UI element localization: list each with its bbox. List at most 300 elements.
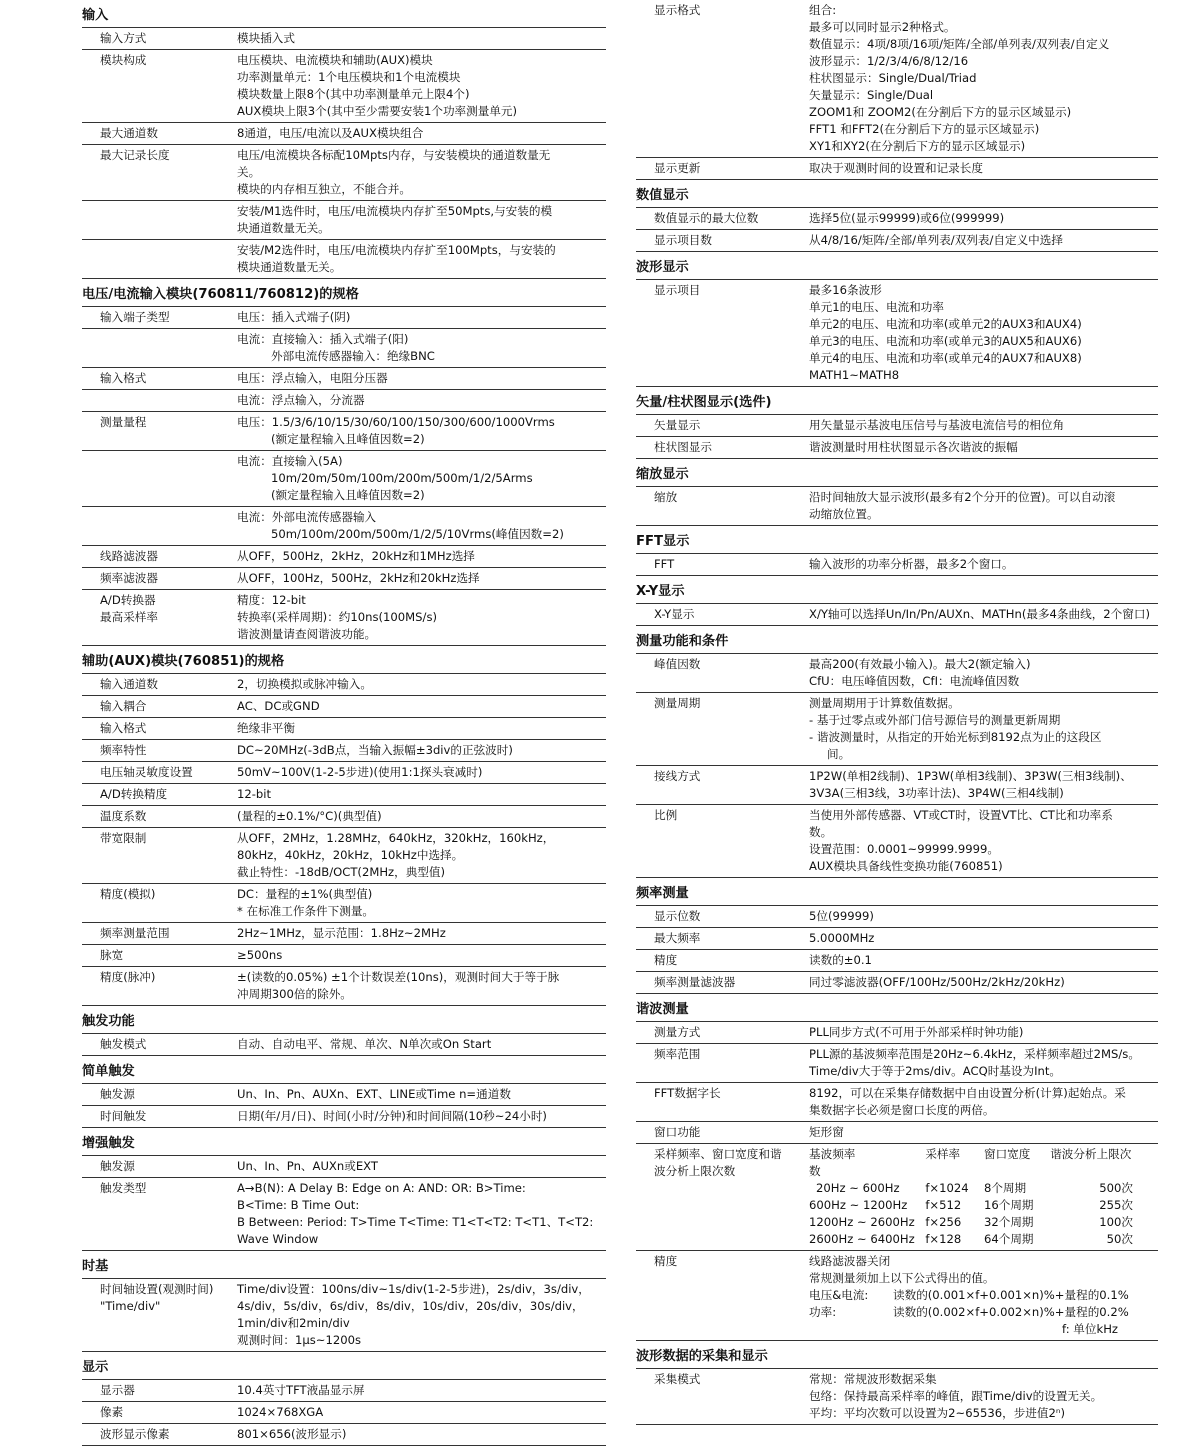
spec-value bbox=[237, 592, 606, 643]
spec-value bbox=[237, 1086, 606, 1103]
spec-value-line: 50m/100m/200m/500m/1/2/5/10Vrms(峰值因数=2) bbox=[271, 527, 564, 541]
spec-key bbox=[636, 1085, 809, 1119]
table-cell: 100次 bbox=[1099, 1215, 1133, 1229]
spec-key bbox=[636, 807, 809, 875]
spec-key bbox=[82, 886, 237, 920]
spec-key bbox=[636, 606, 809, 623]
spec-value-line: 电流：浮点输入，分流器 bbox=[237, 393, 365, 407]
spec-value bbox=[237, 1108, 606, 1125]
spec-row bbox=[82, 674, 606, 696]
table-cell: 500次 bbox=[1099, 1181, 1133, 1195]
spec-key-line: 时间轴设置(观测时间) bbox=[100, 1282, 214, 1296]
spec-value-line: 最多16条波形 bbox=[809, 283, 882, 297]
spec-row bbox=[636, 906, 1158, 928]
spec-key bbox=[82, 830, 237, 881]
spec-key-line: 柱状图显示 bbox=[654, 440, 712, 454]
spec-key-line: 频率测量范围 bbox=[100, 926, 170, 940]
spec-value-line: 精度：12-bit bbox=[237, 593, 306, 607]
spec-value bbox=[237, 370, 606, 387]
spec-row bbox=[636, 158, 1158, 180]
spec-key-line: 采集模式 bbox=[654, 1372, 701, 1386]
table-cell: 32个周期 bbox=[983, 1215, 1034, 1229]
table-cell: 255次 bbox=[1099, 1198, 1133, 1212]
spec-value bbox=[237, 808, 606, 825]
harmonic-table-header bbox=[809, 1146, 1158, 1163]
spec-row bbox=[636, 950, 1158, 972]
table-cell: 20Hz ~ 600Hz bbox=[816, 1181, 900, 1195]
spec-value bbox=[237, 453, 606, 504]
spec-row bbox=[636, 1044, 1158, 1083]
spec-value-line: - 基于过零点或外部门信号源信号的测量更新周期 bbox=[809, 713, 1061, 727]
spec-value bbox=[237, 242, 606, 276]
spec-key bbox=[82, 1382, 237, 1399]
spec-value-line: 数值显示：4项/8项/16项/矩阵/全部/单列表/双列表/自定义 bbox=[809, 37, 1110, 51]
spec-value-line: 最多可以同时显示2种格式。 bbox=[809, 20, 956, 34]
spec-key-line: 频率测量滤波器 bbox=[654, 975, 736, 989]
spec-row bbox=[82, 884, 606, 923]
spec-value-line: AUX模块上限3个(其中至少需要安装1个功率测量单元) bbox=[237, 104, 518, 118]
spec-key bbox=[82, 453, 237, 504]
table-cell: f×1024 bbox=[925, 1181, 969, 1195]
spec-key-line: 显示器 bbox=[100, 1383, 135, 1397]
spec-value-line: Un、In、Pn、AUXn或EXT bbox=[237, 1159, 378, 1173]
spec-value-line: PLL源的基波频率范围是20Hz~6.4kHz，采样频率超过2MS/s。 bbox=[809, 1047, 1140, 1061]
spec-value-line: 电压/电流模块各标配10Mpts内存，与安装模块的通道数量无 bbox=[237, 148, 551, 162]
spec-row bbox=[82, 828, 606, 884]
section-title: 时基 bbox=[82, 1251, 606, 1279]
spec-value bbox=[809, 439, 1158, 456]
spec-value-line: 5位(99999) bbox=[809, 909, 874, 923]
spec-value bbox=[809, 1253, 1158, 1338]
spec-value bbox=[237, 830, 606, 881]
spec-value-line: 选择5位(显示99999)或6位(999999) bbox=[809, 211, 1005, 225]
spec-key-line: 频率范围 bbox=[654, 1047, 701, 1061]
spec-value-line: Time/div设置：100ns/div~1s/div(1-2-5步进)，2s/div，3s/div， bbox=[237, 1282, 590, 1296]
section-title: 触发功能 bbox=[82, 1006, 606, 1034]
spec-key bbox=[82, 548, 237, 565]
spec-key-line: 输入方式 bbox=[100, 31, 147, 45]
table-cell: 64个周期 bbox=[983, 1232, 1034, 1246]
spec-value-line: 单元4的电压、电流和功率(或单元4的AUX7和AUX8) bbox=[809, 351, 1082, 365]
spec-key bbox=[82, 125, 237, 142]
spec-key-line: 精度 bbox=[654, 1254, 678, 1268]
spec-value-line: XY1和XY2(在分割后下方的显示区域显示) bbox=[809, 139, 1026, 153]
spec-value bbox=[237, 676, 606, 693]
spec-value-line: PLL同步方式(不可用于外部采样时钟功能) bbox=[809, 1025, 1024, 1039]
spec-key-line: 最大通道数 bbox=[100, 126, 158, 140]
spec-value-line: 从OFF，500Hz，2kHz，20kHz和1MHz选择 bbox=[237, 549, 475, 563]
spec-key-line: 像素 bbox=[100, 1405, 124, 1419]
spec-value-line: 柱状图显示：Single/Dual/Triad bbox=[809, 71, 977, 85]
spec-key-line: 时间触发 bbox=[100, 1109, 147, 1123]
section-title: 增强触发 bbox=[82, 1128, 606, 1156]
spec-key-line: 精度(模拟) bbox=[100, 887, 156, 901]
spec-key bbox=[636, 417, 809, 434]
table-empty-cell bbox=[925, 1163, 984, 1180]
spec-row bbox=[82, 806, 606, 828]
table-cell: 600Hz ~ 1200Hz bbox=[809, 1198, 908, 1212]
spec-value-line: 4s/div，5s/div，6s/div，8s/div，10s/div，20s/div，30s/div， bbox=[237, 1299, 584, 1313]
spec-value bbox=[237, 548, 606, 565]
spec-value-line: AUX模块具备线性变换功能(760851) bbox=[809, 859, 1003, 873]
spec-key bbox=[82, 947, 237, 964]
spec-key-line: "Time/div" bbox=[100, 1299, 161, 1313]
table-cell: 16个周期 bbox=[983, 1198, 1034, 1212]
table-header-cell: 窗口宽度 bbox=[983, 1147, 1031, 1161]
spec-value-line: 截止特性：-18dB/OCT(2MHz，典型值) bbox=[237, 865, 446, 879]
spec-value-line: (额定量程输入且峰值因数=2) bbox=[271, 488, 425, 502]
section-title: 输入 bbox=[82, 0, 606, 28]
spec-row bbox=[82, 145, 606, 201]
spec-value bbox=[809, 556, 1158, 573]
spec-key bbox=[82, 392, 237, 409]
formula-line bbox=[809, 1304, 1158, 1321]
spec-value-line: 同过零滤波器(OFF/100Hz/500Hz/2kHz/20kHz) bbox=[809, 975, 1065, 989]
spec-key bbox=[82, 764, 237, 781]
spec-key bbox=[82, 1281, 237, 1349]
spec-key bbox=[82, 570, 237, 587]
spec-value-line: 从4/8/16/矩阵/全部/单列表/双列表/自定义中选择 bbox=[809, 233, 1063, 247]
section-title: 数值显示 bbox=[636, 180, 1158, 208]
spec-row bbox=[636, 693, 1158, 766]
spec-key-line: 比例 bbox=[654, 808, 678, 822]
spec-key-line: 触发模式 bbox=[100, 1037, 147, 1051]
formula-line bbox=[809, 1287, 1158, 1304]
spec-key bbox=[82, 1108, 237, 1125]
spec-value bbox=[809, 489, 1158, 523]
spec-key-line: A/D转换器 bbox=[100, 593, 156, 607]
spec-key bbox=[82, 1086, 237, 1103]
spec-value-line: 集数据字长必须是窗口长度的两倍。 bbox=[809, 1103, 995, 1117]
spec-value-line: MATH1~MATH8 bbox=[809, 368, 900, 382]
table-empty-cell bbox=[984, 1163, 1050, 1180]
spec-row bbox=[82, 329, 606, 368]
spec-row bbox=[82, 784, 606, 806]
table-cell: 1200Hz ~ 2600Hz bbox=[809, 1215, 915, 1229]
spec-row bbox=[82, 923, 606, 945]
spec-value-line: 绝缘非平衡 bbox=[237, 721, 295, 735]
spec-value-line: 取决于观测时间的设置和记录长度 bbox=[809, 161, 983, 175]
spec-row bbox=[82, 945, 606, 967]
spec-row bbox=[82, 740, 606, 762]
section-title: 测量功能和条件 bbox=[636, 626, 1158, 654]
accuracy-row bbox=[636, 1251, 1158, 1341]
spec-value bbox=[237, 52, 606, 120]
spec-key bbox=[82, 147, 237, 198]
spec-value-line: 矢量显示：Single/Dual bbox=[809, 88, 934, 102]
spec-value-line: Time/div大于等于2ms/div。ACQ时基设为Int。 bbox=[809, 1064, 1061, 1078]
spec-key bbox=[636, 908, 809, 925]
spec-key-line: 触发类型 bbox=[100, 1181, 147, 1195]
spec-value bbox=[809, 952, 1158, 969]
table-header-cell: 谐波分析上限次 bbox=[1050, 1147, 1132, 1161]
spec-value bbox=[809, 656, 1158, 690]
spec-value-line: 1P2W(单相2线制)、1P3W(单相3线制)、3P3W(三相3线制)、 bbox=[809, 769, 1132, 783]
spec-value bbox=[809, 606, 1158, 623]
spec-row bbox=[636, 437, 1158, 459]
section-title: 电压/电流输入模块(760811/760812)的规格 bbox=[82, 279, 606, 307]
spec-value bbox=[237, 1158, 606, 1175]
spec-key-line: 峰值因数 bbox=[654, 657, 701, 671]
spec-value bbox=[809, 1371, 1158, 1422]
spec-value-line: 块通道数量无关。 bbox=[237, 221, 330, 235]
spec-value-line: 平均：平均次数可以设置为2~65536，步进值2ⁿ) bbox=[809, 1406, 1065, 1420]
section-title: X-Y显示 bbox=[636, 576, 1158, 604]
spec-row bbox=[82, 1424, 606, 1446]
spec-key bbox=[636, 160, 809, 177]
spec-row bbox=[82, 1034, 606, 1056]
left-column bbox=[82, 0, 606, 1446]
spec-value bbox=[809, 417, 1158, 434]
spec-value-line: ±(读数的0.05%) ±1个计数误差(10ns)，观测时间大于等于脉 bbox=[237, 970, 560, 984]
spec-key-line bbox=[100, 453, 237, 470]
formula-label: 电压&电流: bbox=[809, 1288, 869, 1302]
table-cell: f×512 bbox=[925, 1198, 962, 1212]
spec-value-line: 3V3A(三相3线，3功率计法)、3P4W(三相4线制) bbox=[809, 786, 1064, 800]
spec-key bbox=[82, 676, 237, 693]
spec-value-line: (额定量程输入且峰值因数=2) bbox=[271, 432, 425, 446]
spec-key bbox=[636, 232, 809, 249]
spec-key bbox=[82, 698, 237, 715]
spec-row bbox=[82, 590, 606, 646]
spec-key-line: 最大记录长度 bbox=[100, 148, 170, 162]
spec-key bbox=[82, 720, 237, 737]
spec-key-line: 频率特性 bbox=[100, 743, 147, 757]
spec-value-line: 观测时间：1μs~1200s bbox=[237, 1333, 362, 1347]
table-row bbox=[809, 1180, 1158, 1197]
spec-value-line: 常规：常规波形数据采集 bbox=[809, 1372, 937, 1386]
spec-key bbox=[636, 695, 809, 763]
spec-row bbox=[82, 568, 606, 590]
spec-key-line bbox=[100, 242, 237, 259]
spec-row bbox=[82, 696, 606, 718]
spec-key-line: 矢量显示 bbox=[654, 418, 701, 432]
spec-value bbox=[809, 930, 1158, 947]
spec-value-line: 组合: bbox=[809, 3, 837, 17]
spec-value-line: 电压：插入式端子(阴) bbox=[237, 310, 351, 324]
spec-value-line: 电压：1.5/3/6/10/15/30/60/100/150/300/600/1000Vrms bbox=[237, 415, 555, 429]
spec-value-line: 1024×768XGA bbox=[237, 1405, 324, 1419]
spec-key bbox=[82, 331, 237, 365]
spec-key-line: 显示位数 bbox=[654, 909, 701, 923]
spec-row bbox=[82, 546, 606, 568]
spec-value-line: 电压模块、电流模块和辅助(AUX)模块 bbox=[237, 53, 433, 67]
spec-key-line: 最大频率 bbox=[654, 931, 701, 945]
table-row bbox=[809, 1214, 1158, 1231]
spec-row bbox=[636, 805, 1158, 878]
spec-value bbox=[237, 147, 606, 198]
spec-key-line: 测量周期 bbox=[654, 696, 701, 710]
spec-value bbox=[237, 786, 606, 803]
spec-key-line: 精度 bbox=[654, 953, 678, 967]
spec-row bbox=[82, 507, 606, 546]
table-cell: 50次 bbox=[1106, 1232, 1133, 1246]
spec-value-line: 单元2的电压、电流和功率(或单元2的AUX3和AUX4) bbox=[809, 317, 1082, 331]
table-cell: 2600Hz ~ 6400Hz bbox=[809, 1232, 915, 1246]
spec-value-line: 从OFF，2MHz，1.28MHz，640kHz，320kHz，160kHz， bbox=[237, 831, 555, 845]
spec-key bbox=[82, 203, 237, 237]
section-title: 缩放显示 bbox=[636, 459, 1158, 487]
spec-value-line: 功率测量单元：1个电压模块和1个电流模块 bbox=[237, 70, 461, 84]
spec-key bbox=[82, 592, 237, 643]
spec-key-line: 显示项目数 bbox=[654, 233, 712, 247]
spec-value-line: 8192，可以在采集存储数据中自由设置分析(计算)起始点。采 bbox=[809, 1086, 1126, 1100]
spec-value-line: 日期(年/月/日)、时间(小时/分钟)和时间间隔(10秒~24小时) bbox=[237, 1109, 547, 1123]
spec-value bbox=[237, 947, 606, 964]
spec-key-line: 电压轴灵敏度设置 bbox=[100, 765, 193, 779]
spec-value-line: 10m/20m/50m/100m/200m/500m/1/2/5Arms bbox=[271, 471, 533, 485]
spec-value-line: B<Time: B Time Out: bbox=[237, 1198, 360, 1212]
spec-value bbox=[237, 1404, 606, 1421]
spec-key bbox=[82, 242, 237, 276]
spec-key-line: 波形显示像素 bbox=[100, 1427, 170, 1441]
spec-value-line: 模块插入式 bbox=[237, 31, 295, 45]
spec-value-line: 从OFF，100Hz，500Hz，2kHz和20kHz选择 bbox=[237, 571, 480, 585]
spec-key-line: 输入端子类型 bbox=[100, 310, 170, 324]
spec-value-line: 沿时间轴放大显示波形(最多有2个分开的位置)。可以自动滚 bbox=[809, 490, 1116, 504]
spec-value-line: 矩形窗 bbox=[809, 1125, 844, 1139]
section-title: 矢量/柱状图显示(选件) bbox=[636, 387, 1158, 415]
table-cell: 8个周期 bbox=[983, 1181, 1027, 1195]
spec-value bbox=[809, 974, 1158, 991]
spec-key-line: 最高采样率 bbox=[100, 610, 158, 624]
spec-value bbox=[237, 30, 606, 47]
spec-key-line: 接线方式 bbox=[654, 769, 701, 783]
spec-value bbox=[809, 1046, 1158, 1080]
spec-key bbox=[82, 1180, 237, 1248]
spec-value-line: AC、DC或GND bbox=[237, 699, 320, 713]
spec-value-line: 电压：浮点输入，电阻分压器 bbox=[237, 371, 388, 385]
table-row bbox=[809, 1231, 1158, 1248]
spec-value-line: 输入波形的功率分析器，最多2个窗口。 bbox=[809, 557, 1014, 571]
table-header-cell: 采样率 bbox=[925, 1147, 961, 1161]
spec-value-line: 5.0000MHz bbox=[809, 931, 875, 945]
spec-value-line: 波形显示：1/2/3/4/6/8/12/16 bbox=[809, 54, 969, 68]
spec-key bbox=[82, 925, 237, 942]
spec-row bbox=[82, 1106, 606, 1128]
spec-row bbox=[636, 0, 1158, 158]
spec-row bbox=[82, 368, 606, 390]
spec-value bbox=[809, 695, 1158, 763]
spec-key bbox=[636, 1124, 809, 1141]
spec-value-line: 测量周期用于计算数值数据。 bbox=[809, 696, 960, 710]
spec-key bbox=[636, 1146, 809, 1248]
spec-key bbox=[636, 1253, 809, 1338]
spec-value-line: 谐波测量请查阅谐波功能。 bbox=[237, 627, 377, 641]
spec-key-line bbox=[100, 392, 237, 409]
spec-key bbox=[82, 1404, 237, 1421]
spec-key bbox=[636, 768, 809, 802]
spec-key-line: A/D转换精度 bbox=[100, 787, 168, 801]
spec-key-line: 带宽限制 bbox=[100, 831, 147, 845]
spec-value-line: 2，切换模拟或脉冲输入。 bbox=[237, 677, 372, 691]
spec-row bbox=[82, 967, 606, 1006]
spec-value-line: A→B(N): A Delay B: Edge on A: AND: OR: B>Time: bbox=[237, 1181, 526, 1195]
spec-key-line: 输入通道数 bbox=[100, 677, 158, 691]
spec-key bbox=[82, 742, 237, 759]
spec-key-line: 线路滤波器 bbox=[100, 549, 158, 563]
spec-key-line: 显示项目 bbox=[654, 283, 701, 297]
spec-value-line: 数。 bbox=[809, 825, 833, 839]
spec-value-line: 电流：外部电流传感器输入 bbox=[237, 510, 377, 524]
spec-value-line: Wave Window bbox=[237, 1232, 319, 1246]
harmonic-table-row bbox=[636, 1144, 1158, 1251]
spec-row bbox=[82, 1156, 606, 1178]
spec-value-line: FFT1 和FFT2(在分割后下方的显示区域显示) bbox=[809, 122, 1040, 136]
table-header-cell: 基波频率 bbox=[809, 1147, 856, 1161]
formula-value: 读数的(0.002×f+0.002×n)%+量程的0.2% bbox=[893, 1305, 1129, 1319]
spec-value-line: 电流：直接输入：插入式端子(阳) bbox=[237, 332, 409, 346]
spec-key bbox=[636, 1371, 809, 1422]
spec-row bbox=[636, 554, 1158, 576]
spec-value-line: 包络：保持最高采样率的峰值，跟Time/div的设置无关。 bbox=[809, 1389, 1103, 1403]
spec-row bbox=[82, 240, 606, 279]
spec-value-line: 当使用外部传感器、VT或CT时，设置VT比、CT比和功率系 bbox=[809, 808, 1113, 822]
spec-value-line: 单元1的电压、电流和功率 bbox=[809, 300, 944, 314]
spec-value-line: 模块通道数量无关。 bbox=[237, 260, 342, 274]
spec-key bbox=[82, 1036, 237, 1053]
formula-label: 功率: bbox=[809, 1305, 837, 1319]
table-row bbox=[809, 1197, 1158, 1214]
spec-value bbox=[237, 764, 606, 781]
spec-value-line: 读数的±0.1 bbox=[809, 953, 872, 967]
spec-value-line: 801×656(波形显示) bbox=[237, 1427, 347, 1441]
spec-value-line: 外部电流传感器输入：绝缘BNC bbox=[271, 349, 435, 363]
spec-key bbox=[82, 309, 237, 326]
spec-key-line: X-Y显示 bbox=[654, 607, 695, 621]
spec-key-line bbox=[100, 331, 237, 348]
spec-value bbox=[237, 203, 606, 237]
spec-row bbox=[82, 451, 606, 507]
spec-key bbox=[636, 489, 809, 523]
spec-key-line: 触发源 bbox=[100, 1159, 135, 1173]
spec-key bbox=[636, 656, 809, 690]
spec-key-line: 采样频率、窗口宽度和谐 bbox=[654, 1147, 782, 1161]
spec-key bbox=[82, 1158, 237, 1175]
harmonic-table bbox=[809, 1146, 1158, 1248]
spec-value bbox=[237, 1382, 606, 1399]
table-empty-cell bbox=[1050, 1163, 1158, 1180]
spec-value bbox=[809, 160, 1158, 177]
spec-row bbox=[636, 654, 1158, 693]
spec-row bbox=[636, 972, 1158, 994]
spec-value bbox=[809, 807, 1158, 875]
right-column bbox=[636, 0, 1158, 1425]
spec-key bbox=[636, 439, 809, 456]
spec-key bbox=[82, 370, 237, 387]
spec-value-line: 动缩放位置。 bbox=[809, 507, 879, 521]
spec-key bbox=[636, 282, 809, 384]
spec-value-line: 2Hz~1MHz，显示范围：1.8Hz~2MHz bbox=[237, 926, 446, 940]
spec-value bbox=[809, 2, 1158, 155]
spec-value bbox=[237, 1281, 606, 1349]
section-title: 谐波测量 bbox=[636, 994, 1158, 1022]
spec-key bbox=[636, 930, 809, 947]
spec-key-line: 频率滤波器 bbox=[100, 571, 158, 585]
formula-value: 读数的(0.001×f+0.001×n)%+量程的0.1% bbox=[893, 1288, 1129, 1302]
spec-key-line bbox=[100, 509, 237, 526]
spec-row bbox=[82, 762, 606, 784]
spec-key-line: 触发源 bbox=[100, 1087, 135, 1101]
spec-key bbox=[636, 210, 809, 227]
spec-value-line: 模块数量上限8个(其中功率测量单元上限4个) bbox=[237, 87, 470, 101]
spec-key-line bbox=[100, 203, 237, 220]
spec-row bbox=[82, 1380, 606, 1402]
spec-value-line: 50mV~100V(1-2-5步进)(使用1:1探头衰减时) bbox=[237, 765, 483, 779]
spec-row bbox=[82, 28, 606, 50]
spec-value-line: 80kHz，40kHz，20kHz，10kHz中选择。 bbox=[237, 848, 464, 862]
spec-value-line: - 谐波测量时，从指定的开始光标到8192点为止的这段区 bbox=[809, 730, 1102, 744]
